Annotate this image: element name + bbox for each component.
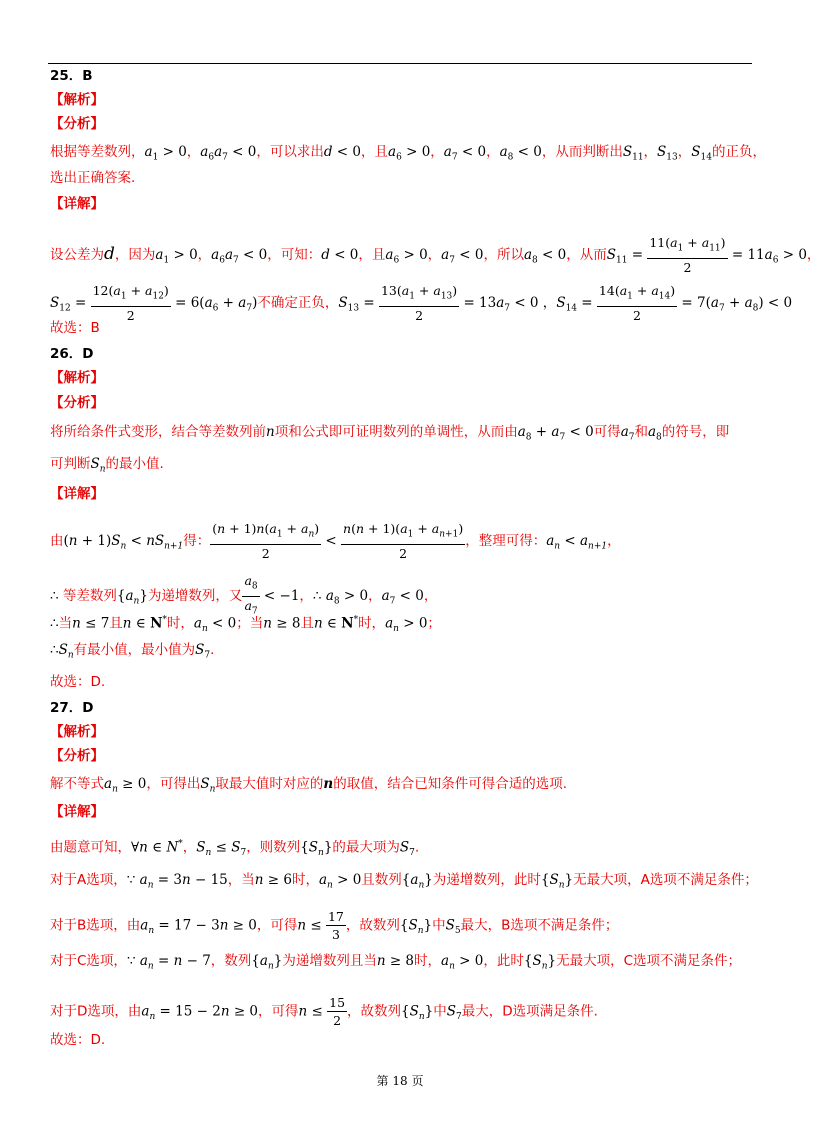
q27-fenxi-line: 解不等式$a_n \ge 0$，可得出$S_n$取最大值时对应的n的取值，结合已知条件可得合适的选项. (50, 776, 568, 795)
q25-label-fenxi: 【分析】 (50, 116, 104, 132)
q27-answer: 故选：D. (50, 1032, 106, 1048)
q26-fenxi-line2: 可判断$S_n$的最小值. (50, 456, 164, 475)
q27-option-a: 对于A选项，∵ $a_n = 3n - 15$，当n ≥ 6时，$a_n > 0$且数列$\{a_n\}$为递增数列，此时$\{S_n\}$无最大项，A选项不满足条件； (50, 872, 758, 891)
q25-label-analysis: 【解析】 (50, 92, 104, 108)
q26-detail-line2: ∴ 等差数列$\{a_n\}$为递增数列，又 $\frac{a_8}{a_7}$ < −1，∴ $a_8 > 0$，$a_7 < 0$， (50, 573, 438, 616)
q27-option-d: 对于D选项，由$a_n = 15 - 2n \ge 0$，可得n ≤ $\frac{15}{2}$ ，故数列$\{S_n\}$中$S_7$最大，D选项满足条件. (50, 995, 598, 1028)
q27-detail-line: 由题意可知，∀n ∈ N*，$S_n \le S_7$，则数列$\{S_n\}$的最大项为$S_7$. (50, 839, 420, 859)
q26-label-detail: 【详解】 (50, 486, 104, 502)
q25-answer: 故选：B (50, 320, 100, 336)
q25-label-detail: 【详解】 (50, 196, 104, 212)
q26-label-fenxi: 【分析】 (50, 395, 104, 411)
q26-detail-line4: $\therefore S_n$有最小值，最小值为$S_7$. (50, 642, 215, 661)
q26-title: 26．D (50, 346, 94, 362)
q25-fenxi-line2: 选出正确答案. (50, 170, 136, 186)
q27-label-analysis: 【解析】 (50, 724, 104, 740)
header-rule (48, 63, 752, 64)
q26-answer: 故选：D. (50, 674, 106, 690)
q25-fenxi-line1: 根据等差数列，$a_1 > 0$，$a_6a_7 < 0$，可以求出d < 0，且$a_6 > 0$，$a_7 < 0$，$a_8 < 0$，从而判断出$S_{11}$，$S_{13}$，$S_{14}$的正负， (50, 144, 766, 163)
q27-label-fenxi: 【分析】 (50, 748, 104, 764)
q25-detail-line2: $S_{12}$ = $\frac{12(a_1 + a_{12})}{2}$ = $6(a_6 + a_7)$不确定正负，$S_{13}$ = $\frac{13(a_1 + a_{13})}{2}$ = $13a_7 < 0$ ，$S_{14}$ = $\frac{14(a_1 + a_{14})}{2}$ = $7(a_7 + a_8) < 0$ (50, 283, 793, 323)
q26-label-analysis: 【解析】 (50, 370, 104, 386)
q26-detail-line1: 由$(n + 1)S_n < nS_{n+1}$得： $\frac{(n + 1)n(a_1 + a_n)}{2}$ < $\frac{n(n + 1)(a_1 + a_{n+1})}{2}$ ，整理可得：$a_n < a_{n+1}$， (50, 521, 621, 561)
q26-fenxi-line1: 将所给条件式变形，结合等差数列前n项和公式即可证明数列的单调性，从而由$a_8 + a_7 < 0$可得$a_7$和$a_8$的符号，即 (50, 424, 730, 443)
q25-title: 25．B (50, 68, 93, 84)
q27-option-b: 对于B选项，由$a_n = 17 - 3n \ge 0$，可得n ≤ $\frac{17}{3}$ ，故数列$\{S_n\}$中$S_5$最大，B选项不满足条件； (50, 909, 619, 942)
page-footer: 第 18 页 (376, 1074, 424, 1088)
q27-label-detail: 【详解】 (50, 804, 104, 820)
q26-detail-line3: ∴当n ≤ 7且n ∈ N*时，$a_n < 0$；当n ≥ 8且n ∈ N*时，$a_n > 0$； (50, 615, 441, 635)
q27-option-c: 对于C选项，∵ $a_n = n - 7$，数列$\{a_n\}$为递增数列且当n ≥ 8时，$a_n > 0$，此时$\{S_n\}$无最大项，C选项不满足条件； (50, 953, 742, 972)
q27-title: 27．D (50, 700, 94, 716)
q25-detail-line1: 设公差为d，因为$a_1 > 0$，$a_6a_7 < 0$，可知：d < 0，且$a_6 > 0$，$a_7 < 0$，所以$a_8 < 0$，从而$S_{11}$ = $\frac{11(a_1 + a_{11})}{2}$ = $11a_6 > 0$， (50, 235, 820, 275)
